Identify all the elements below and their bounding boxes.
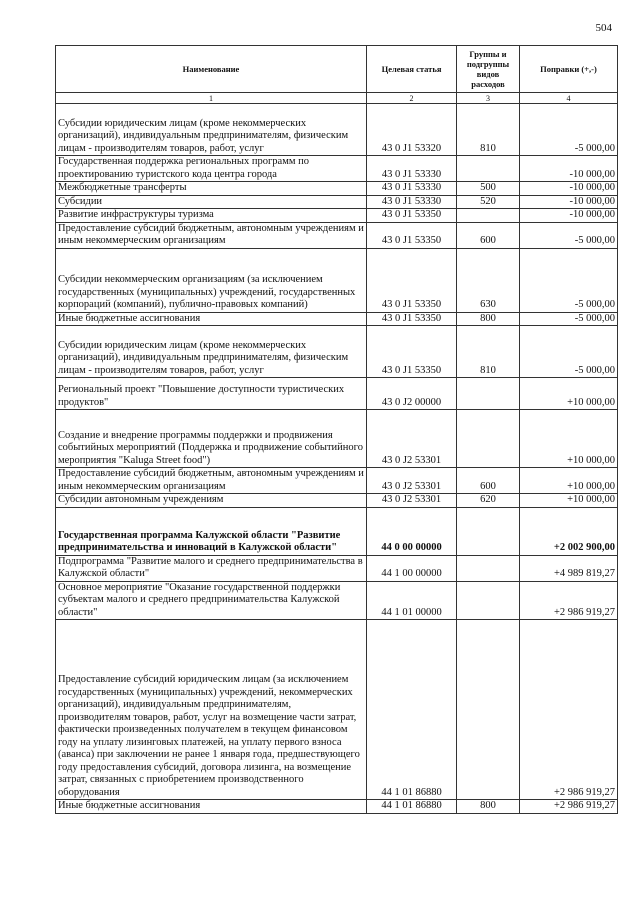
row-target-code: 43 0 J2 53301	[367, 410, 457, 468]
row-amount: +10 000,00	[520, 468, 618, 494]
row-group-code: 810	[457, 104, 520, 156]
row-target-code: 44 1 00 00000	[367, 555, 457, 581]
row-target-code: 44 1 01 00000	[367, 581, 457, 620]
header-name: Наименование	[56, 46, 367, 93]
row-amount: +2 986 919,27	[520, 581, 618, 620]
row-amount: -10 000,00	[520, 182, 618, 196]
row-amount: +2 986 919,27	[520, 800, 618, 814]
row-group-code: 800	[457, 312, 520, 326]
row-group-code: 520	[457, 195, 520, 209]
row-target-code: 44 1 01 86880	[367, 800, 457, 814]
table-row	[56, 494, 618, 508]
row-name: Иные бюджетные ассигнования	[56, 312, 367, 326]
row-amount: -10 000,00	[520, 195, 618, 209]
row-amount: -10 000,00	[520, 156, 618, 182]
row-target-code: 43 0 J2 53301	[367, 494, 457, 508]
row-amount: +4 989 819,27	[520, 555, 618, 581]
row-group-code	[457, 555, 520, 581]
header-amendments: Поправки (+,-)	[520, 46, 618, 93]
row-amount: -5 000,00	[520, 222, 618, 248]
table-row	[56, 620, 618, 800]
row-amount: -5 000,00	[520, 248, 618, 312]
row-group-code: 620	[457, 494, 520, 508]
row-target-code: 43 0 J1 53330	[367, 182, 457, 196]
column-number: 1	[56, 93, 367, 104]
row-name: Создание и внедрение программы поддержки и продвижения событийных мероприятий (Поддержка и продвижение событийного мероприятия "Kaluga Street food")	[56, 410, 367, 468]
table-row	[56, 410, 618, 468]
row-name: Региональный проект "Повышение доступности туристических продуктов"	[56, 378, 367, 410]
row-group-code	[457, 156, 520, 182]
row-amount: -5 000,00	[520, 312, 618, 326]
table-row	[56, 378, 618, 410]
header-groups: Группы и подгруппы видов расходов	[457, 46, 520, 93]
row-amount: +2 002 900,00	[520, 507, 618, 555]
table-row	[56, 209, 618, 223]
row-target-code: 43 0 J1 53330	[367, 195, 457, 209]
column-number: 2	[367, 93, 457, 104]
row-name: Государственная программа Калужской области "Развитие предпринимательства и инноваций в Калужской области"	[56, 507, 367, 555]
row-group-code: 500	[457, 182, 520, 196]
row-name: Субсидии юридическим лицам (кроме некоммерческих организаций), индивидуальным предпринимателям, физическим лицам - производителям товаров, работ, услуг	[56, 104, 367, 156]
row-group-code	[457, 378, 520, 410]
row-amount: -10 000,00	[520, 209, 618, 223]
table-body	[56, 104, 618, 814]
row-amount: +2 986 919,27	[520, 620, 618, 800]
table-row	[56, 800, 618, 814]
table-row	[56, 156, 618, 182]
row-group-code: 630	[457, 248, 520, 312]
table-row	[56, 581, 618, 620]
row-name: Предоставление субсидий бюджетным, автономным учреждениям и иным некоммерческим организациям	[56, 468, 367, 494]
budget-table	[55, 45, 618, 814]
table-row	[56, 222, 618, 248]
row-target-code: 43 0 J1 53350	[367, 248, 457, 312]
row-group-code: 810	[457, 326, 520, 378]
row-name: Субсидии	[56, 195, 367, 209]
row-target-code: 44 1 01 86880	[367, 620, 457, 800]
row-target-code: 43 0 J1 53350	[367, 209, 457, 223]
row-target-code: 43 0 J2 53301	[367, 468, 457, 494]
row-amount: +10 000,00	[520, 410, 618, 468]
row-amount: +10 000,00	[520, 494, 618, 508]
row-name: Иные бюджетные ассигнования	[56, 800, 367, 814]
row-target-code: 43 0 J2 00000	[367, 378, 457, 410]
row-group-code	[457, 620, 520, 800]
row-group-code	[457, 507, 520, 555]
header-row	[56, 46, 618, 93]
table-row	[56, 507, 618, 555]
row-name: Предоставление субсидий бюджетным, автономным учреждениям и иным некоммерческим организациям	[56, 222, 367, 248]
row-target-code: 43 0 J1 53350	[367, 222, 457, 248]
row-name: Субсидии автономным учреждениям	[56, 494, 367, 508]
table-row	[56, 195, 618, 209]
row-amount: -5 000,00	[520, 326, 618, 378]
table-row	[56, 182, 618, 196]
row-name: Государственная поддержка региональных программ по проектированию туристского кода центра города	[56, 156, 367, 182]
row-target-code: 43 0 J1 53350	[367, 312, 457, 326]
row-target-code: 44 0 00 00000	[367, 507, 457, 555]
row-target-code: 43 0 J1 53330	[367, 156, 457, 182]
row-group-code	[457, 581, 520, 620]
row-target-code: 43 0 J1 53350	[367, 326, 457, 378]
column-number: 4	[520, 93, 618, 104]
table-row	[56, 468, 618, 494]
row-name: Подпрограмма "Развитие малого и среднего предпринимательства в Калужской области"	[56, 555, 367, 581]
table-row	[56, 326, 618, 378]
row-name: Субсидии некоммерческим организациям (за исключением государственных (муниципальных) учреждений, государственных корпораций (компаний), публично-правовых компаний)	[56, 248, 367, 312]
column-number-row	[56, 93, 618, 104]
header-target: Целевая статья	[367, 46, 457, 93]
row-group-code	[457, 410, 520, 468]
row-name: Субсидии юридическим лицам (кроме некоммерческих организаций), индивидуальным предпринимателям, физическим лицам - производителям товаров, работ, услуг	[56, 326, 367, 378]
table-row	[56, 104, 618, 156]
row-amount: +10 000,00	[520, 378, 618, 410]
table-row	[56, 555, 618, 581]
row-target-code: 43 0 J1 53320	[367, 104, 457, 156]
row-group-code: 600	[457, 222, 520, 248]
row-group-code	[457, 209, 520, 223]
page-number: 504	[595, 22, 612, 34]
row-amount: -5 000,00	[520, 104, 618, 156]
row-name: Основное мероприятие "Оказание государственной поддержки субъектам малого и среднего предпринимательства Калужской области"	[56, 581, 367, 620]
row-name: Предоставление субсидий юридическим лицам (за исключением государственных (муниципальных) учреждений, некоммерческих организаций), индивидуальным предпринимателям, производителям товаров, работ, услуг на возмещение части затрат, фактически произведенных получателем в текущем финансовом году на уплату лизинговых платежей, на уплату первого взноса (аванса) при заключении не ранее 1 января года, предшествующего году предоставления субсидий, договора лизинга, на возмещение затрат, связанных с приобретением производственного оборудования	[56, 620, 367, 800]
table-row	[56, 312, 618, 326]
row-group-code: 800	[457, 800, 520, 814]
row-name: Межбюджетные трансферты	[56, 182, 367, 196]
row-group-code: 600	[457, 468, 520, 494]
row-name: Развитие инфраструктуры туризма	[56, 209, 367, 223]
column-number: 3	[457, 93, 520, 104]
table-row	[56, 248, 618, 312]
